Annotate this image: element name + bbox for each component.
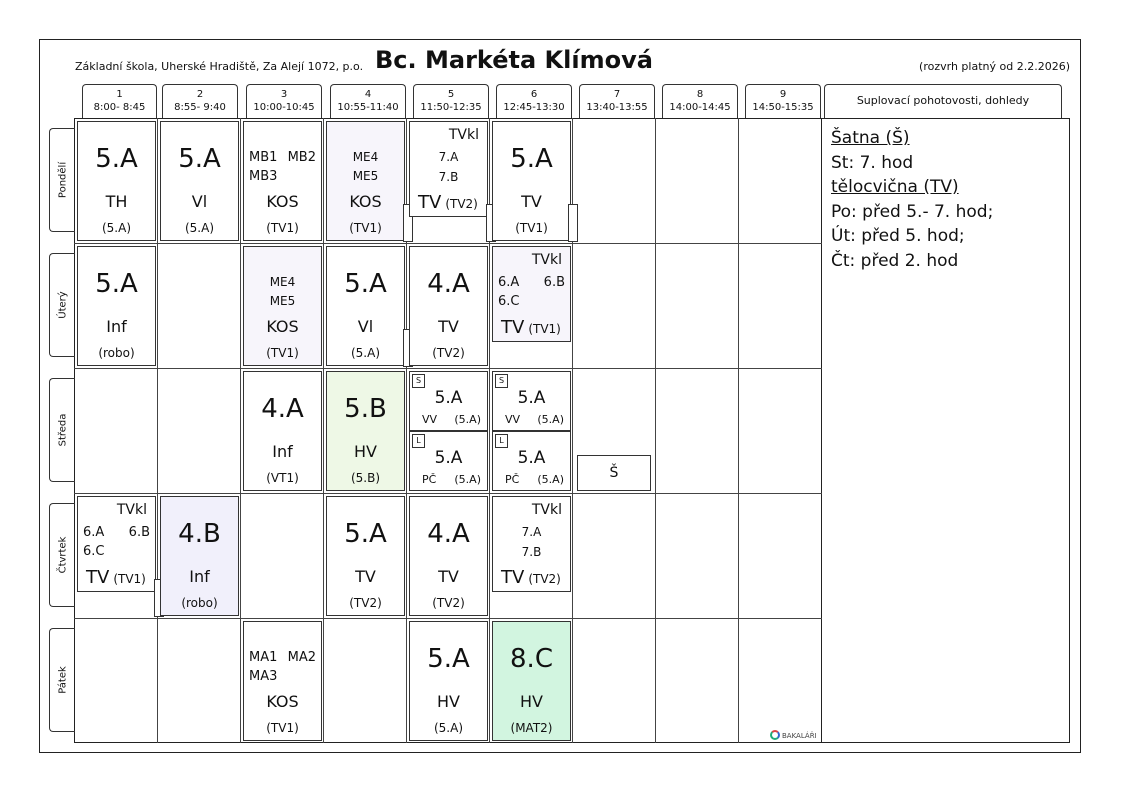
lesson-cell[interactable]: 5.B HV (5.B) bbox=[326, 371, 405, 491]
day-label-thursday: Čtvrtek bbox=[49, 503, 75, 607]
lesson-cell[interactable]: TVkl 6.A 6.B 6.C TV (TV1) bbox=[77, 496, 156, 592]
grid-divider bbox=[74, 618, 822, 619]
lesson-cell[interactable]: 4.A TV (TV2) bbox=[409, 496, 488, 616]
day-label-wednesday: Středa bbox=[49, 378, 75, 482]
grid-divider bbox=[738, 118, 739, 743]
grid-divider bbox=[74, 243, 822, 244]
lesson-cell[interactable]: 5.A Vl (5.A) bbox=[326, 246, 405, 366]
period-header-3: 3 10:00-10:45 bbox=[246, 84, 322, 118]
note-line: St: 7. hod bbox=[831, 152, 914, 173]
note-line: Čt: před 2. hod bbox=[831, 250, 959, 271]
period-header-4: 4 10:55-11:40 bbox=[330, 84, 406, 118]
lesson-cell-half[interactable]: S 5.A VV (5.A) bbox=[409, 371, 488, 431]
logo-icon bbox=[770, 730, 780, 740]
period-header-2: 2 8:55- 9:40 bbox=[162, 84, 238, 118]
note-line: tělocvična (TV) bbox=[831, 177, 959, 197]
lesson-cell[interactable]: ME4 ME5 KOS (TV1) bbox=[243, 246, 322, 366]
period-header-8: 8 14:00-14:45 bbox=[662, 84, 738, 118]
lesson-cell[interactable]: TVkl 6.A 6.B 6.C TV (TV1) bbox=[492, 246, 571, 342]
lesson-cell[interactable]: 5.A Inf (robo) bbox=[77, 246, 156, 366]
period-header-5: 5 11:50-12:35 bbox=[413, 84, 489, 118]
lesson-cell[interactable]: 5.A Vl (5.A) bbox=[160, 121, 239, 241]
bakalari-logo: BAKALÁŘI bbox=[770, 730, 817, 740]
lesson-cell-half[interactable]: S 5.A VV (5.A) bbox=[492, 371, 571, 431]
lesson-cell[interactable]: TVkl 7.A 7.B TV (TV2) bbox=[492, 496, 571, 592]
period-header-1: 1 8:00- 8:45 bbox=[82, 84, 157, 118]
lesson-cell[interactable]: ME4 ME5 KOS (TV1) bbox=[326, 121, 405, 241]
grid-divider bbox=[323, 118, 324, 743]
split-marker bbox=[568, 204, 578, 242]
school-name: Základní škola, Uherské Hradiště, Za Alejí 1072, p.o. bbox=[75, 60, 364, 73]
grid-divider bbox=[74, 368, 822, 369]
note-line: Po: před 5.- 7. hod; bbox=[831, 201, 994, 222]
lesson-cell-half[interactable]: L 5.A PČ (5.A) bbox=[492, 431, 571, 491]
grid-divider bbox=[240, 118, 241, 743]
day-label-tuesday: Úterý bbox=[49, 253, 75, 357]
supl-header: Suplovací pohotovosti, dohledy bbox=[824, 84, 1062, 118]
period-header-6: 6 12:45-13:30 bbox=[496, 84, 572, 118]
lesson-cell[interactable]: 5.A TV (TV2) bbox=[326, 496, 405, 616]
lesson-cell[interactable]: MB1 MB2 MB3 KOS (TV1) bbox=[243, 121, 322, 241]
valid-from: (rozvrh platný od 2.2.2026) bbox=[919, 60, 1070, 73]
grid-divider bbox=[74, 493, 822, 494]
duty-notes bbox=[831, 126, 993, 273]
day-label-monday: Pondělí bbox=[49, 128, 75, 232]
lesson-cell[interactable]: 5.A HV (5.A) bbox=[409, 621, 488, 741]
note-line: Šatna (Š) bbox=[831, 128, 910, 148]
duty-cell[interactable]: Š bbox=[577, 455, 651, 491]
grid-divider bbox=[157, 118, 158, 743]
lesson-cell[interactable]: 8.C HV (MAT2) bbox=[492, 621, 571, 741]
lesson-cell[interactable]: 4.A TV (TV2) bbox=[409, 246, 488, 366]
period-header-7: 7 13:40-13:55 bbox=[579, 84, 655, 118]
period-header-9: 9 14:50-15:35 bbox=[745, 84, 821, 118]
grid-divider bbox=[655, 118, 656, 743]
lesson-cell[interactable]: 5.A TV (TV1) bbox=[492, 121, 571, 241]
teacher-name: Bc. Markéta Klímová bbox=[375, 46, 653, 74]
day-label-friday: Pátek bbox=[49, 628, 75, 732]
lesson-cell[interactable]: 4.B Inf (robo) bbox=[160, 496, 239, 616]
lesson-cell[interactable]: 4.A Inf (VT1) bbox=[243, 371, 322, 491]
lesson-cell-half[interactable]: L 5.A PČ (5.A) bbox=[409, 431, 488, 491]
lesson-cell[interactable]: TVkl 7.A 7.B TV (TV2) bbox=[409, 121, 488, 217]
lesson-cell[interactable]: MA1 MA2 MA3 KOS (TV1) bbox=[243, 621, 322, 741]
lesson-cell[interactable]: 5.A TH (5.A) bbox=[77, 121, 156, 241]
note-line: Út: před 5. hod; bbox=[831, 226, 965, 246]
